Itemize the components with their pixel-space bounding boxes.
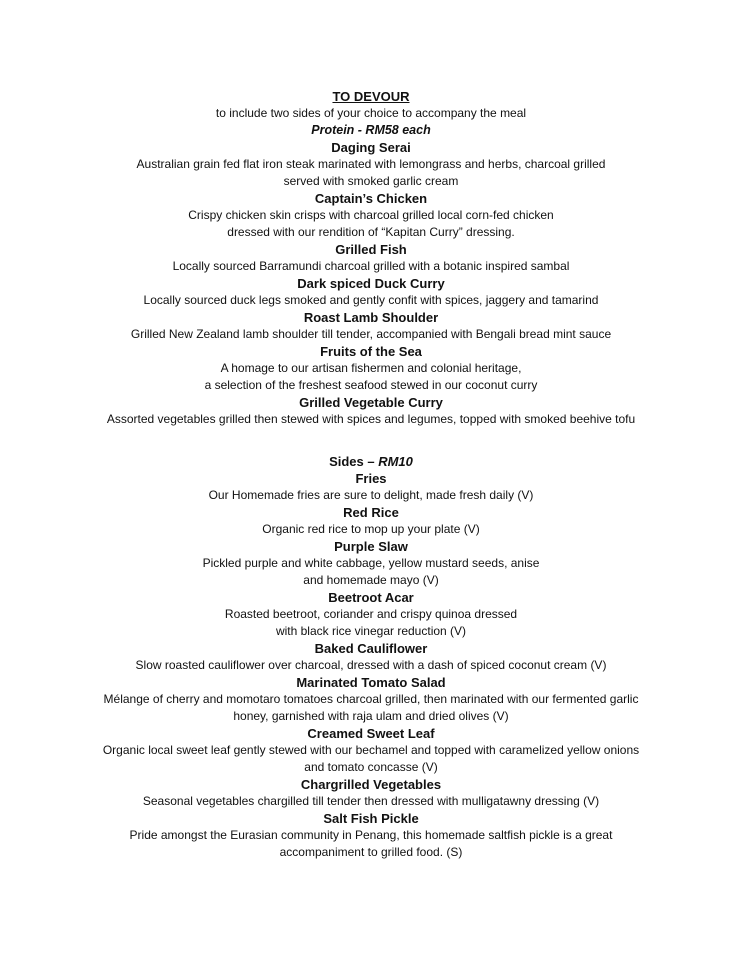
menu-item-description: served with smoked garlic cream — [283, 174, 459, 188]
menu-item-name: Grilled Fish — [335, 242, 407, 257]
menu-item-name: Daging Serai — [331, 140, 411, 155]
menu-item-name: Grilled Vegetable Curry — [299, 395, 443, 410]
menu-item-name: Salt Fish Pickle — [323, 811, 419, 826]
menu-item-description: Our Homemade fries are sure to delight, made fresh daily (V) — [208, 488, 534, 502]
menu-item-description: Pickled purple and white cabbage, yellow mustard seeds, anise — [202, 556, 540, 570]
menu-item-description: Assorted vegetables grilled then stewed with spices and legumes, topped with smoked beehive tofu — [106, 412, 636, 426]
menu-item-description: honey, garnished with raja ulam and dried olives (V) — [233, 709, 509, 723]
side-items — [0, 470, 742, 861]
menu-item-description: Organic red rice to mop up your plate (V) — [262, 522, 480, 536]
menu-item-name: Roast Lamb Shoulder — [303, 310, 439, 325]
menu-item-name: Dark spiced Duck Curry — [297, 276, 445, 291]
menu-item-name: Beetroot Acar — [328, 590, 414, 605]
menu-item-description: Roasted beetroot, coriander and crispy quinoa dressed — [224, 607, 518, 621]
menu-item-name: Red Rice — [343, 505, 399, 520]
section-title-to-devour: TO DEVOUR — [332, 89, 410, 104]
menu-item-name: Captain’s Chicken — [314, 191, 428, 206]
menu-item-name: Chargrilled Vegetables — [300, 777, 442, 792]
menu-item-description: with black rice vinegar reduction (V) — [275, 624, 467, 638]
menu-item-description: Pride amongst the Eurasian community in Penang, this homemade saltfish pickle is a great — [129, 828, 613, 842]
menu-item-description: dressed with our rendition of “Kapitan Curry” dressing. — [227, 225, 515, 239]
menu-item-description: Locally sourced duck legs smoked and gently confit with spices, jaggery and tamarind — [143, 293, 599, 307]
menu-item-name: Fries — [355, 471, 387, 486]
menu-item-description: a selection of the freshest seafood stewed in our coconut curry — [204, 378, 538, 392]
menu-item-description: Mélange of cherry and momotaro tomatoes charcoal grilled, then marinated with our fermented garlic — [103, 692, 639, 706]
menu-item-description: and tomato concasse (V) — [304, 760, 438, 774]
menu-item-description: Australian grain fed flat iron steak marinated with lemongrass and herbs, charcoal grilled — [136, 157, 606, 171]
menu-item-name: Fruits of the Sea — [320, 344, 422, 359]
menu-item-description: Locally sourced Barramundi charcoal grilled with a botanic inspired sambal — [172, 259, 570, 273]
menu-item-name: Marinated Tomato Salad — [296, 675, 446, 690]
menu-item-description: A homage to our artisan fishermen and colonial heritage, — [220, 361, 522, 375]
menu-item-name: Baked Cauliflower — [314, 641, 428, 656]
section-spacer — [0, 428, 742, 453]
sides-heading-label: Sides – — [329, 454, 379, 469]
menu-item-description: Seasonal vegetables chargilled till tender then dressed with mulligatawny dressing (V) — [142, 794, 600, 808]
menu-item-description: and homemade mayo (V) — [303, 573, 439, 587]
menu-item-description: Organic local sweet leaf gently stewed with our bechamel and topped with caramelized yellow onions — [102, 743, 640, 757]
protein-price: Protein - RM58 each — [311, 123, 431, 137]
menu-item-description: Grilled New Zealand lamb shoulder till tender, accompanied with Bengali bread mint sauce — [130, 327, 612, 341]
menu-item-description: Slow roasted cauliflower over charcoal, dressed with a dash of spiced coconut cream (V) — [135, 658, 607, 672]
protein-items — [0, 139, 742, 428]
menu-item-name: Purple Slaw — [334, 539, 408, 554]
menu-item-description: accompaniment to grilled food. (S) — [279, 845, 463, 859]
menu-item-name: Creamed Sweet Leaf — [307, 726, 435, 741]
sides-heading — [0, 453, 742, 470]
menu-item-description: Crispy chicken skin crisps with charcoal grilled local corn-fed chicken — [188, 208, 554, 222]
section-subtitle: to include two sides of your choice to accompany the meal — [215, 106, 527, 120]
sides-heading-price: RM10 — [378, 454, 413, 469]
